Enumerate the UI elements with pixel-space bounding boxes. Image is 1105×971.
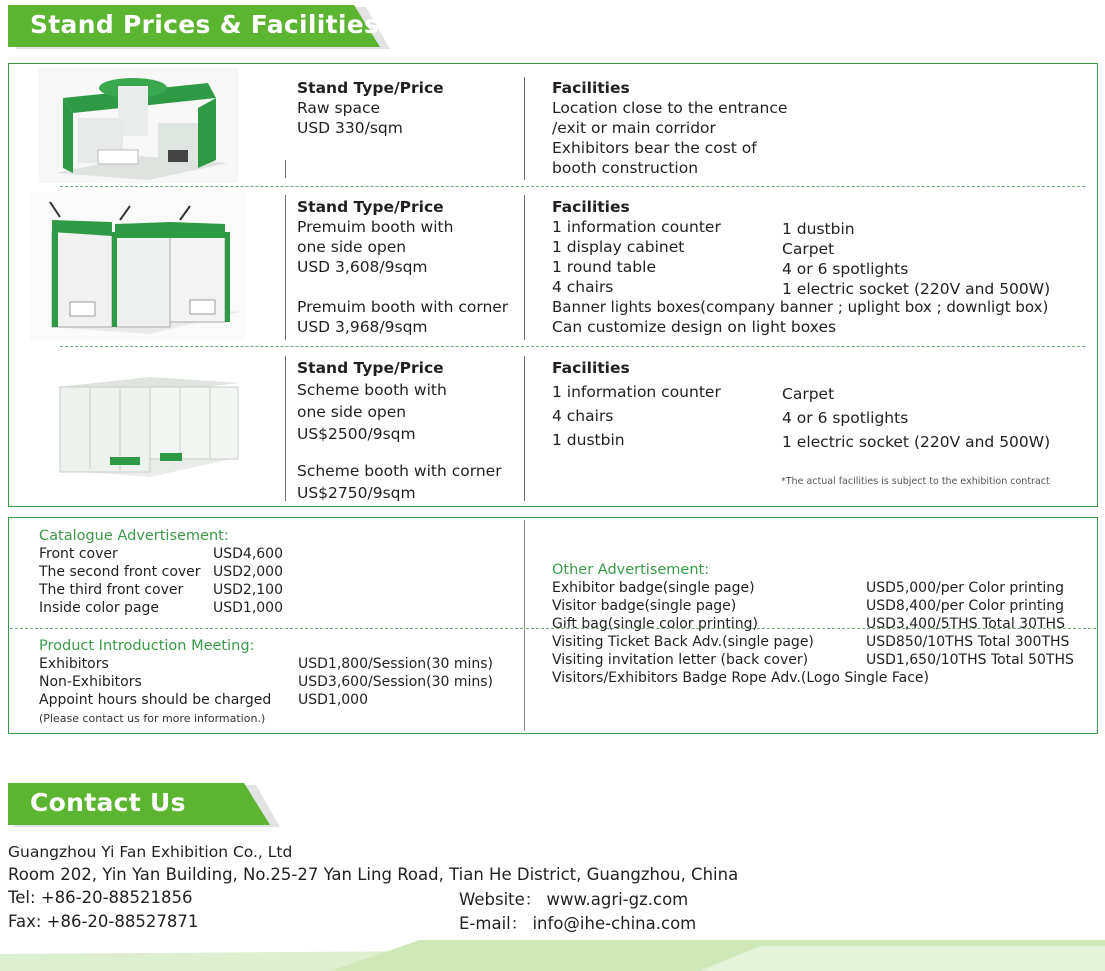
contact-website[interactable]: Website： www.agri-gz.com xyxy=(459,890,689,909)
row-separator xyxy=(10,628,523,629)
other-ad-heading: Other Advertisement: xyxy=(552,562,710,578)
column-divider xyxy=(524,77,525,180)
stand-3-facility: 4 or 6 spotlights xyxy=(782,409,909,427)
row-separator xyxy=(60,346,1085,347)
facilities-disclaimer: *The actual facilities is subject to the exhibition contract xyxy=(781,476,1050,487)
company-address: Room 202, Yin Yan Building, No.25-27 Yan Ling Road, Tian He District, Guangzhou, China xyxy=(8,865,739,884)
stand-1-facility: booth construction xyxy=(552,159,699,177)
stand-1-facility: Location close to the entrance xyxy=(552,99,788,117)
other-ad-price: USD5,000/per Color printing xyxy=(866,580,1064,596)
contact-title: Contact Us xyxy=(30,788,186,817)
catalogue-heading: Catalogue Advertisement: xyxy=(39,528,229,544)
meeting-item-label: Appoint hours should be charged xyxy=(39,692,272,708)
meeting-item-price: USD1,800/Session(30 mins) xyxy=(298,656,494,672)
other-ad-price: USD850/10THS Total 300THS xyxy=(866,634,1070,650)
stand-2-facility: 1 dustbin xyxy=(782,220,855,238)
other-ad-price: USD3,400/5THS Total 30THS xyxy=(866,616,1065,632)
stand-3-facility: 1 electric socket (220V and 500W) xyxy=(782,433,1051,451)
column-divider xyxy=(285,195,286,340)
stand-2-facility: 1 information counter xyxy=(552,218,721,236)
other-ad-label: Visitor badge(single page) xyxy=(552,598,737,614)
other-ad-label: Visitors/Exhibitors Badge Rope Adv.(Logo Single Face) xyxy=(552,670,929,686)
stand-3-price-line: US$2500/9sqm xyxy=(297,425,416,443)
footer-decorative-stripe xyxy=(0,940,1105,971)
column-divider xyxy=(285,160,286,178)
stand-3-facility: 4 chairs xyxy=(552,407,614,425)
catalogue-item-label: Front cover xyxy=(39,546,118,562)
stand-1-price-line: Raw space xyxy=(297,99,381,117)
column-divider xyxy=(524,195,525,340)
other-ad-label: Visiting invitation letter (back cover) xyxy=(552,652,809,668)
catalogue-item-price: USD4,600 xyxy=(213,546,283,562)
contact-tel: Tel: +86-20-88521856 xyxy=(8,888,193,907)
meeting-item-price: USD1,000 xyxy=(298,692,368,708)
meeting-item-label: Exhibitors xyxy=(39,656,109,672)
stand-1-facility: /exit or main corridor xyxy=(552,119,716,137)
catalogue-item-price: USD1,000 xyxy=(213,600,283,616)
stand-2-price-line: Premuim booth with corner xyxy=(297,298,509,316)
meeting-heading: Product Introduction Meeting: xyxy=(39,638,255,654)
other-ad-label: Exhibitor badge(single page) xyxy=(552,580,755,596)
meeting-item-price: USD3,600/Session(30 mins) xyxy=(298,674,494,690)
contact-fax: Fax: +86-20-88527871 xyxy=(8,912,199,931)
stand-3-price-line: one side open xyxy=(297,403,407,421)
stand-3-facilities-heading: Facilities xyxy=(552,359,630,377)
section-banner-contact xyxy=(8,783,278,825)
row-separator xyxy=(60,186,1085,187)
column-divider xyxy=(524,520,525,731)
stand-1-type-heading: Stand Type/Price xyxy=(297,79,444,97)
stand-2-facility: 4 or 6 spotlights xyxy=(782,260,909,278)
stand-2-facility: 1 display cabinet xyxy=(552,238,685,256)
section-banner-stand-prices xyxy=(8,5,388,47)
stand-3-price-line: Scheme booth with xyxy=(297,381,447,399)
stand-3-facility: Carpet xyxy=(782,385,835,403)
column-divider xyxy=(285,356,286,501)
stand-2-price-line: Premuim booth with xyxy=(297,218,454,236)
meeting-item-label: Non-Exhibitors xyxy=(39,674,142,690)
stand-2-facility: Banner lights boxes(company banner ; uplight box ; downligt box) xyxy=(552,298,1049,316)
stand-2-facility: 1 round table xyxy=(552,258,656,276)
stand-2-price-line: one side open xyxy=(297,238,407,256)
stand-3-facility: 1 information counter xyxy=(552,383,721,401)
stand-3-facility: 1 dustbin xyxy=(552,431,625,449)
stand-1-facility: Exhibitors bear the cost of xyxy=(552,139,757,157)
other-ad-price: USD8,400/per Color printing xyxy=(866,598,1064,614)
premium-booth-image xyxy=(30,192,245,340)
stand-2-facility: 1 electric socket (220V and 500W) xyxy=(782,280,1051,298)
stand-1-facilities-heading: Facilities xyxy=(552,79,630,97)
stand-3-price-line: US$2750/9sqm xyxy=(297,484,416,502)
stand-2-facilities-heading: Facilities xyxy=(552,198,630,216)
stand-2-facility: Can customize design on light boxes xyxy=(552,318,837,336)
stand-2-facility: Carpet xyxy=(782,240,835,258)
catalogue-item-price: USD2,100 xyxy=(213,582,283,598)
catalogue-item-price: USD2,000 xyxy=(213,564,283,580)
catalogue-item-label: Inside color page xyxy=(39,600,160,616)
other-ad-label: Gift bag(single color printing) xyxy=(552,616,759,632)
raw-space-booth-image xyxy=(38,68,238,183)
stand-2-type-heading: Stand Type/Price xyxy=(297,198,444,216)
scheme-booth-image xyxy=(40,365,245,480)
contact-email[interactable]: E-mail： info@ihe-china.com xyxy=(459,914,697,933)
stand-2-facility: 4 chairs xyxy=(552,278,614,296)
catalogue-item-label: The third front cover xyxy=(39,582,184,598)
other-ad-label: Visiting Ticket Back Adv.(single page) xyxy=(552,634,814,650)
section-title: Stand Prices & Facilities xyxy=(30,10,380,39)
catalogue-item-label: The second front cover xyxy=(39,564,201,580)
column-divider xyxy=(524,356,525,501)
stand-3-price-line: Scheme booth with corner xyxy=(297,462,502,480)
meeting-note: (Please contact us for more information.) xyxy=(39,712,266,725)
stand-3-type-heading: Stand Type/Price xyxy=(297,359,444,377)
stand-1-price-line: USD 330/sqm xyxy=(297,119,403,137)
other-ad-price: USD1,650/10THS Total 50THS xyxy=(866,652,1074,668)
company-name: Guangzhou Yi Fan Exhibition Co., Ltd xyxy=(8,843,293,861)
stand-2-price-line: USD 3,608/9sqm xyxy=(297,258,428,276)
stand-2-price-line: USD 3,968/9sqm xyxy=(297,318,428,336)
